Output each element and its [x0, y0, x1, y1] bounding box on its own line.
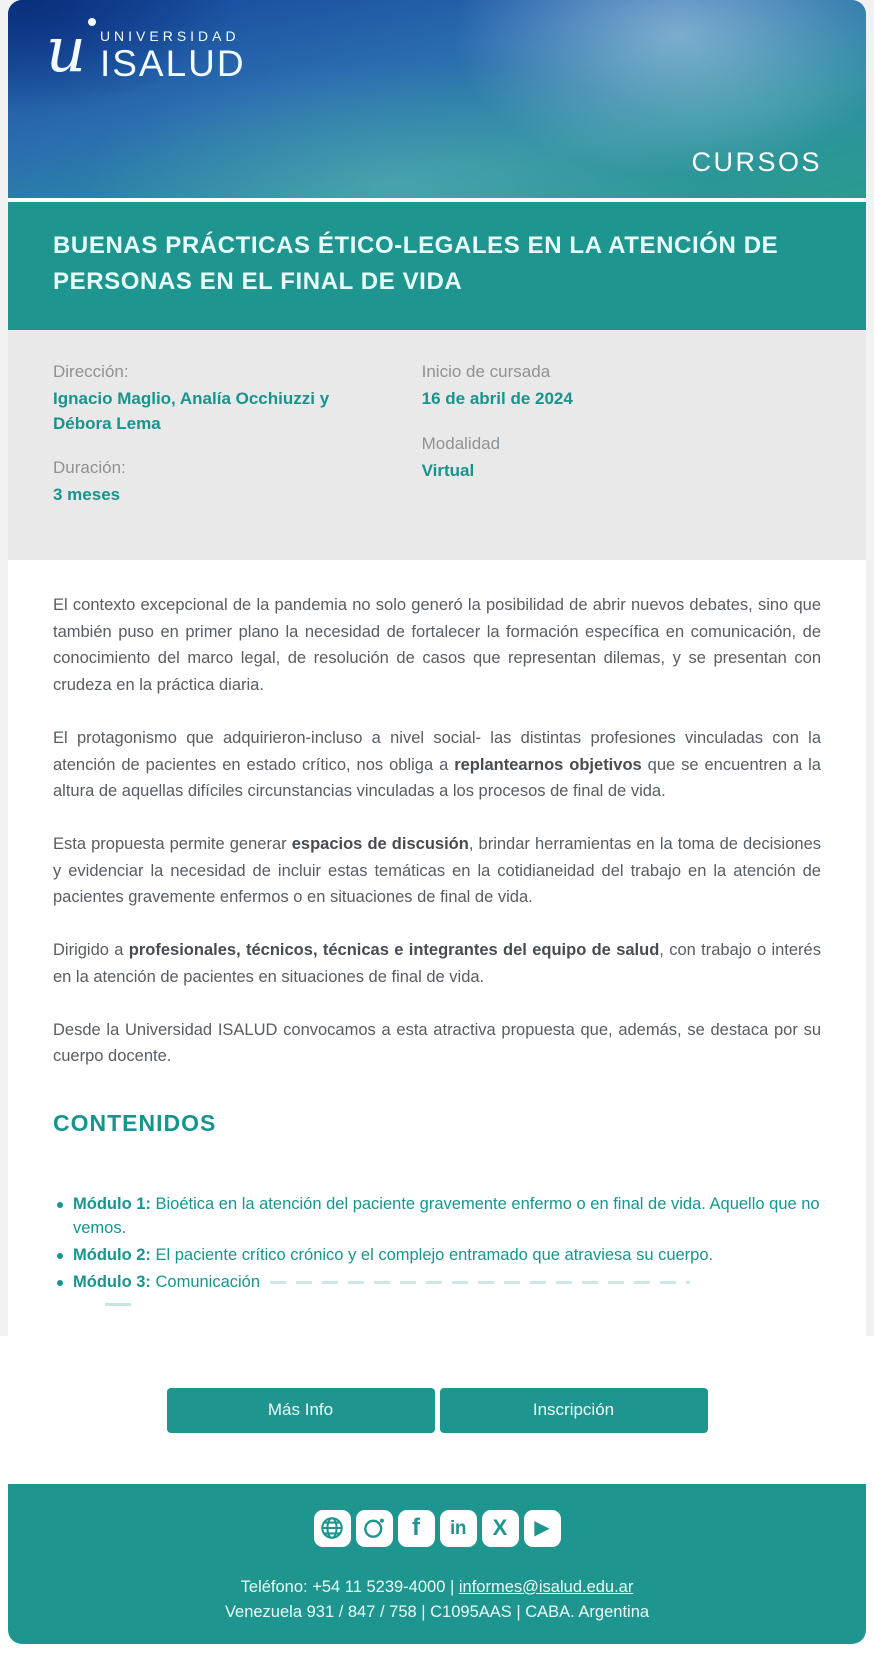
- module-item: Módulo 3: Comunicación: [53, 1271, 821, 1295]
- paragraph: Desde la Universidad ISALUD convocamos a esta atractiva propuesta que, además, se destaca por su cuerpo docente.: [53, 1020, 821, 1066]
- brand-name: ISALUD: [99, 43, 246, 84]
- contenidos-heading: CONTENIDOS: [53, 1109, 217, 1136]
- paragraph: El contexto excepcional de la pandemia no solo generó la posibilidad de abrir nuevos debates, sino que también puso en primer plano la necesidad de fortalecer la formación específica en comunicación, de conocimiento del marco legal, de resolución de casos que representan dilemas, y se presentan con crudeza en la práctica diaria.: [53, 595, 821, 695]
- hero-banner: [8, 0, 866, 198]
- brand-top: UNIVERSIDAD: [99, 28, 240, 44]
- info-direccion: [53, 362, 422, 436]
- logo-u-glyph-icon: u: [46, 22, 100, 78]
- body-paragraphs: [53, 592, 821, 1070]
- inscripcion-button[interactable]: Inscripción: [440, 1388, 708, 1433]
- info-modalidad: [422, 434, 821, 484]
- footer-contact: [38, 1575, 836, 1626]
- isalud-logo: [46, 13, 246, 86]
- paragraph: Esta propuesta permite generar espacios de discusión, brindar herramientas en la toma de decisiones y evidenciar la necesidad de incluir estas temáticas en la cotidianeidad del trabajo en la atención de pacientes gravemente enfermos o en situaciones de final de vida.: [53, 834, 821, 907]
- faded-text-remnant: [105, 1303, 131, 1306]
- course-title: BUENAS PRÁCTICAS ÉTICO-LEGALES EN LA ATENCIÓN DE PERSONAS EN EL FINAL DE VIDA: [53, 232, 779, 295]
- module-item: Módulo 2: El paciente crítico crónico y el complejo entramado que atraviesa su cuerpo.: [53, 1244, 821, 1268]
- linkedin-icon[interactable]: in: [440, 1510, 477, 1547]
- faded-text-remnant: [270, 1281, 690, 1284]
- course-info-panel: [8, 330, 866, 560]
- paragraph: Dirigido a profesionales, técnicos, técnicas e integrantes del equipo de salud, con trabajo o interés en la atención de pacientes en situaciones de final de vida.: [53, 941, 821, 986]
- direccion-value: Ignacio Maglio, Analía Occhiuzzi y Débora Lema: [53, 389, 330, 433]
- info-inicio: [422, 362, 821, 412]
- duracion-label: Duración:: [53, 458, 126, 478]
- course-description: [8, 560, 866, 1336]
- footer-address: Venezuela 931 / 847 / 758 | C1095AAS | CABA. Argentina: [224, 1603, 650, 1622]
- paragraph: El protagonismo que adquirieron-incluso a nivel social- las distintas profesiones vinculadas con la atención de pacientes en estado crítico, nos obliga a replantearnos objetivos que se encuentren a la altura de aquellas difíciles circunstancias vinculadas a los procesos de final de vida.: [53, 728, 821, 801]
- social-links: [38, 1510, 836, 1547]
- title-banner: [8, 202, 866, 330]
- action-buttons: [0, 1336, 874, 1433]
- modalidad-value: Virtual: [421, 460, 475, 480]
- lower-section: [0, 1336, 874, 1654]
- globe-icon[interactable]: [314, 1510, 351, 1547]
- facebook-icon[interactable]: f: [398, 1510, 435, 1547]
- mas-info-button[interactable]: Más Info: [167, 1388, 435, 1433]
- instagram-icon[interactable]: [356, 1510, 393, 1547]
- info-duracion: [53, 458, 422, 508]
- main-card: [8, 0, 866, 1336]
- x-icon[interactable]: X: [482, 1510, 519, 1547]
- inicio-value: 16 de abril de 2024: [421, 389, 573, 408]
- info-column-left: [53, 362, 422, 530]
- youtube-icon[interactable]: ▶: [524, 1510, 561, 1547]
- direccion-label: Dirección:: [53, 362, 129, 381]
- footer-phone-line: Teléfono: +54 11 5239-4000 | informes@isalud.edu.ar: [240, 1577, 634, 1596]
- info-column-right: [422, 362, 821, 530]
- email-link[interactable]: informes@isalud.edu.ar: [458, 1577, 634, 1596]
- phone-label: Teléfono: +54 11 5239-4000: [240, 1577, 446, 1596]
- duracion-value: 3 meses: [53, 485, 121, 505]
- inicio-label: Inicio de cursada: [421, 362, 551, 381]
- section-label-cursos: CURSOS: [691, 147, 822, 177]
- footer: [8, 1484, 866, 1644]
- modules-list: [53, 1193, 821, 1295]
- module-item: Módulo 1: Bioética en la atención del paciente gravemente enfermo o en final de vida. Aquello que no vemos.: [53, 1193, 821, 1241]
- modalidad-label: Modalidad: [421, 433, 501, 453]
